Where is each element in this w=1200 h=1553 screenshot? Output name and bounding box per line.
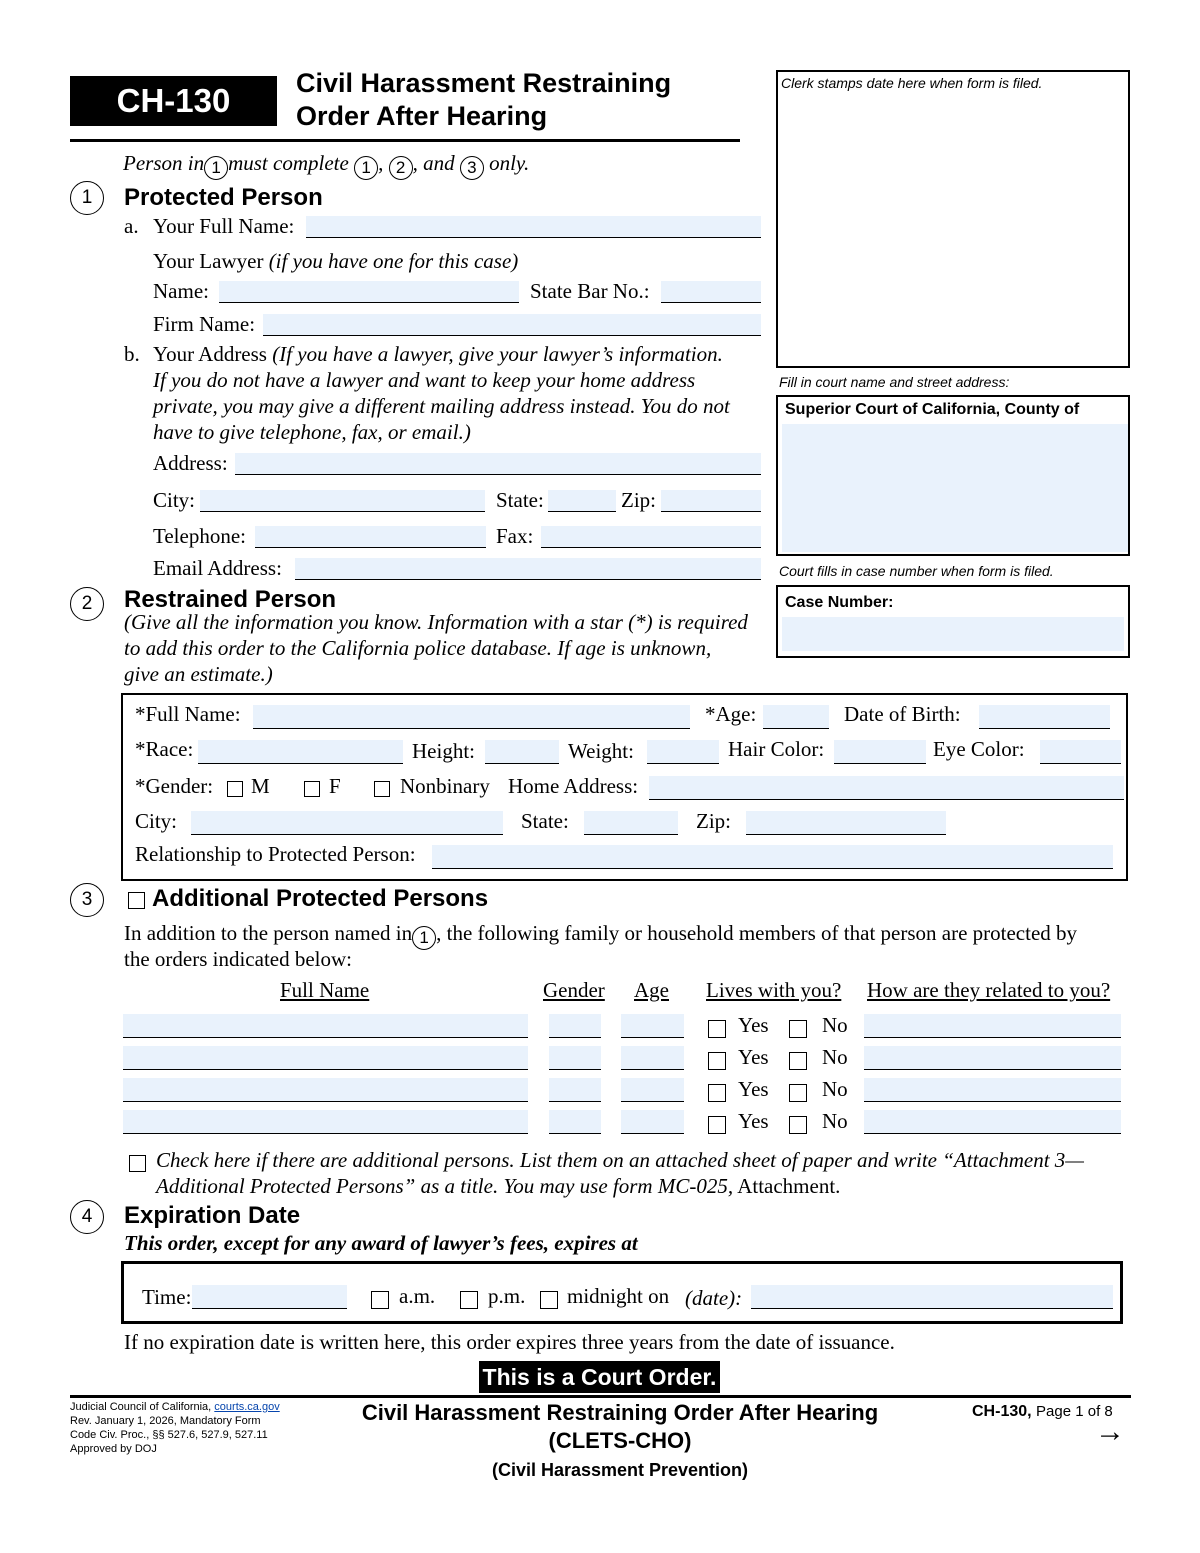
form-code-badge: CH-130 xyxy=(70,76,277,126)
lawyer-name-input[interactable] xyxy=(219,281,519,303)
lawyer-name-label: Name: xyxy=(153,279,209,303)
full-name-label: Your Full Name: xyxy=(153,214,295,238)
race-label: *Race: xyxy=(135,737,194,761)
telephone-input[interactable] xyxy=(255,526,486,548)
item-a-letter: a. xyxy=(124,214,139,238)
restrained-note-2: to add this order to the California police database. If age is unknown, xyxy=(124,636,712,660)
additional-person-related-input[interactable] xyxy=(864,1014,1121,1038)
intro-instruction: Person in 1 must complete 1 , 2 , and 3 only. xyxy=(123,151,529,180)
court-name-input[interactable] xyxy=(782,424,1128,552)
intro-circle-3: 3 xyxy=(460,156,484,180)
more-persons-checkbox[interactable] xyxy=(129,1155,146,1172)
clerk-stamp-box xyxy=(776,70,1130,368)
section-1-title: Protected Person xyxy=(124,184,323,211)
gender-nonbinary-label: Nonbinary xyxy=(400,774,490,798)
more-persons-note-2b: Attachment. xyxy=(737,1174,841,1198)
restrained-city-label: City: xyxy=(135,809,178,833)
zip-input[interactable] xyxy=(661,490,761,512)
additional-person-name-input[interactable] xyxy=(123,1014,528,1038)
intro-circle-2: 2 xyxy=(389,156,413,180)
form-title-line1: Civil Harassment Restraining xyxy=(296,68,672,98)
firm-name-input[interactable] xyxy=(263,314,761,336)
court-order-banner: This is a Court Order. xyxy=(479,1361,720,1393)
lives-no-checkbox[interactable] xyxy=(789,1084,807,1102)
address-heading-text: Your Address xyxy=(153,342,267,366)
dob-label: Date of Birth: xyxy=(844,702,961,726)
hair-color-label: Hair Color: xyxy=(728,737,825,761)
lawyer-label xyxy=(153,249,518,274)
relationship-label: Relationship to Protected Person: xyxy=(135,842,416,866)
address-note-3: private, you may give a different mailing address instead. You do not xyxy=(153,394,730,418)
additional-person-gender-input[interactable] xyxy=(549,1078,601,1102)
additional-person-gender-input[interactable] xyxy=(549,1046,601,1070)
address-heading xyxy=(153,342,723,367)
case-number-input[interactable] xyxy=(782,617,1124,651)
midnight-label: midnight on xyxy=(567,1284,670,1308)
age-input[interactable] xyxy=(763,705,829,729)
lives-no-checkbox[interactable] xyxy=(789,1020,807,1038)
section-3-circle-1: 1 xyxy=(412,926,436,950)
email-input[interactable] xyxy=(295,558,761,580)
court-name-label: Superior Court of California, County of xyxy=(785,401,1080,418)
state-input[interactable] xyxy=(548,490,616,512)
additional-person-name-input[interactable] xyxy=(123,1110,528,1134)
clerk-stamp-label: Clerk stamps date here when form is filed. xyxy=(781,75,1043,91)
col-related: How are they related to you? xyxy=(867,978,1111,1002)
footer-form-code: CH-130, xyxy=(972,1403,1032,1420)
additional-persons-checkbox[interactable] xyxy=(128,892,145,909)
midnight-checkbox[interactable] xyxy=(540,1291,558,1309)
no-label: No xyxy=(822,1109,848,1133)
restrained-state-input[interactable] xyxy=(584,811,678,835)
col-lives-with: Lives with you? xyxy=(706,978,842,1002)
eye-color-label: Eye Color: xyxy=(933,737,1025,761)
no-label: No xyxy=(822,1045,848,1069)
additional-person-related-input[interactable] xyxy=(864,1046,1121,1070)
home-address-input[interactable] xyxy=(649,776,1124,800)
weight-input[interactable] xyxy=(647,740,719,764)
fax-label: Fax: xyxy=(496,524,534,548)
section-2-title: Restrained Person xyxy=(124,586,337,613)
email-label: Email Address: xyxy=(153,556,282,580)
footer-title-2: (CLETS-CHO) xyxy=(548,1428,692,1453)
state-bar-input[interactable] xyxy=(661,281,761,303)
case-number-box xyxy=(776,585,1130,658)
no-label: No xyxy=(822,1013,848,1037)
more-persons-note-2a: Additional Protected Persons” as a title. You may use form MC-025, xyxy=(156,1174,734,1198)
section-1-number: 1 xyxy=(70,181,104,215)
expiration-date-input[interactable] xyxy=(751,1285,1113,1309)
footer-judicial-council xyxy=(70,1401,280,1413)
yes-label: Yes xyxy=(738,1045,769,1069)
time-input[interactable] xyxy=(192,1285,347,1309)
intro-text: In addition to the person named in xyxy=(124,921,413,945)
lives-yes-checkbox[interactable] xyxy=(708,1116,726,1134)
jc-text: Judicial Council of California, xyxy=(70,1401,212,1413)
additional-person-related-input[interactable] xyxy=(864,1110,1121,1134)
additional-person-name-input[interactable] xyxy=(123,1046,528,1070)
intro-text: , the following family or household members of that person are protected by xyxy=(436,921,1078,945)
intro-text: , and xyxy=(412,151,455,175)
section-3-intro-2: the orders indicated below: xyxy=(124,947,353,971)
item-b-letter: b. xyxy=(124,342,140,366)
gender-f-checkbox[interactable] xyxy=(304,781,320,797)
fax-input[interactable] xyxy=(541,526,761,548)
age-label: *Age: xyxy=(705,702,757,726)
additional-person-age-input[interactable] xyxy=(621,1014,684,1038)
restrained-state-label: State: xyxy=(521,809,569,833)
next-page-arrow-icon[interactable]: → xyxy=(1095,1415,1125,1448)
gender-f-label: F xyxy=(329,774,341,798)
zip-label: Zip: xyxy=(621,488,656,512)
address-note-4: have to give telephone, fax, or email.) xyxy=(153,420,471,444)
additional-person-age-input[interactable] xyxy=(621,1046,684,1070)
no-label: No xyxy=(822,1077,848,1101)
col-full-name: Full Name xyxy=(280,978,370,1002)
home-address-label: Home Address: xyxy=(508,774,639,798)
court-box-instruction: Fill in court name and street address: xyxy=(779,374,1010,390)
state-label: State: xyxy=(496,488,544,512)
expiration-subtitle: This order, except for any award of lawyer’s fees, expires at xyxy=(124,1231,638,1255)
footer-page-number: Page 1 of 8 xyxy=(1036,1403,1113,1420)
section-2-number: 2 xyxy=(70,587,104,621)
height-label: Height: xyxy=(412,739,475,763)
case-box-instruction: Court fills in case number when form is filed. xyxy=(779,563,1054,579)
additional-person-age-input[interactable] xyxy=(621,1110,684,1134)
lives-no-checkbox[interactable] xyxy=(789,1052,807,1070)
dob-input[interactable] xyxy=(979,705,1110,729)
eye-color-input[interactable] xyxy=(1040,740,1121,764)
lives-no-checkbox[interactable] xyxy=(789,1116,807,1134)
firm-name-label: Firm Name: xyxy=(153,312,256,336)
form-title-line2: Order After Hearing xyxy=(296,101,548,131)
state-bar-label: State Bar No.: xyxy=(530,279,650,303)
additional-person-name-input[interactable] xyxy=(123,1078,528,1102)
section-3-intro-1 xyxy=(124,921,1077,950)
am-label: a.m. xyxy=(399,1284,436,1308)
footer-code: Code Civ. Proc., §§ 527.6, 527.9, 527.11 xyxy=(70,1429,268,1441)
lives-yes-checkbox[interactable] xyxy=(708,1084,726,1102)
court-name-box xyxy=(776,395,1130,556)
yes-label: Yes xyxy=(738,1077,769,1101)
address-input[interactable] xyxy=(235,453,761,475)
protected-full-name-input[interactable] xyxy=(306,216,761,238)
footer-title-1: Civil Harassment Restraining Order After Hearing xyxy=(361,1400,879,1425)
restrained-note-1: (Give all the information you know. Information with a star (*) is required xyxy=(124,610,748,634)
expiration-default-note: If no expiration date is written here, this order expires three years from the date of issuance. xyxy=(124,1330,895,1354)
col-gender: Gender xyxy=(543,978,605,1002)
intro-circle-1b: 1 xyxy=(354,156,378,180)
footer-rule xyxy=(70,1395,1131,1398)
restrained-full-name-input[interactable] xyxy=(253,705,690,729)
additional-person-age-input[interactable] xyxy=(621,1078,684,1102)
section-4-number: 4 xyxy=(70,1200,104,1234)
section-4-title: Expiration Date xyxy=(124,1202,301,1229)
intro-circle-1: 1 xyxy=(204,156,228,180)
more-persons-note-2 xyxy=(156,1174,840,1199)
intro-text: only. xyxy=(489,151,530,175)
additional-person-gender-input[interactable] xyxy=(549,1110,601,1134)
lives-yes-checkbox[interactable] xyxy=(708,1020,726,1038)
restrained-zip-input[interactable] xyxy=(746,811,946,835)
restrained-city-input[interactable] xyxy=(191,811,503,835)
restrained-note-3: give an estimate.) xyxy=(124,662,273,686)
additional-person-related-input[interactable] xyxy=(864,1078,1121,1102)
yes-label: Yes xyxy=(738,1109,769,1133)
address-note-2: If you do not have a lawyer and want to keep your home address xyxy=(153,368,696,392)
section-3-title: Additional Protected Persons xyxy=(152,885,489,912)
footer-rev: Rev. January 1, 2026, Mandatory Form xyxy=(70,1415,261,1427)
restrained-zip-label: Zip: xyxy=(696,809,731,833)
city-input[interactable] xyxy=(200,490,485,512)
restrained-full-name-label: *Full Name: xyxy=(135,702,241,726)
pm-label: p.m. xyxy=(488,1284,526,1308)
footer-page-info xyxy=(972,1403,1113,1421)
am-checkbox[interactable] xyxy=(371,1291,389,1309)
yes-label: Yes xyxy=(738,1013,769,1037)
address-note-1: (If you have a lawyer, give your lawyer’s information. xyxy=(272,342,723,366)
section-3-number: 3 xyxy=(70,883,104,917)
case-number-label: Case Number: xyxy=(785,594,894,611)
relationship-input[interactable] xyxy=(432,845,1113,869)
time-label: Time: xyxy=(142,1285,192,1309)
weight-label: Weight: xyxy=(568,739,634,763)
footer-approved: Approved by DOJ xyxy=(70,1443,157,1455)
intro-text: Person in xyxy=(123,151,205,175)
additional-person-gender-input[interactable] xyxy=(549,1014,601,1038)
telephone-label: Telephone: xyxy=(153,524,246,548)
more-persons-note-1: Check here if there are additional persons. List them on an attached sheet of paper and write “Attachment 3— xyxy=(156,1148,1084,1172)
pm-checkbox[interactable] xyxy=(460,1291,478,1309)
courts-link[interactable]: courts.ca.gov xyxy=(214,1401,280,1413)
date-label: (date): xyxy=(685,1286,743,1310)
col-age: Age xyxy=(634,978,669,1002)
header-rule xyxy=(70,139,740,142)
hair-color-input[interactable] xyxy=(834,740,926,764)
gender-m-checkbox[interactable] xyxy=(227,781,243,797)
city-label: City: xyxy=(153,488,196,512)
address-label: Address: xyxy=(153,451,228,475)
lives-yes-checkbox[interactable] xyxy=(708,1052,726,1070)
gender-nonbinary-checkbox[interactable] xyxy=(374,781,390,797)
height-input[interactable] xyxy=(485,740,559,764)
gender-label: *Gender: xyxy=(135,774,214,798)
lawyer-note: (if you have one for this case) xyxy=(268,249,519,273)
gender-m-label: M xyxy=(251,774,270,798)
intro-text: must complete xyxy=(228,151,349,175)
lawyer-label-text: Your Lawyer xyxy=(153,249,264,273)
footer-title-3: (Civil Harassment Prevention) xyxy=(491,1460,749,1480)
race-input[interactable] xyxy=(198,740,403,764)
